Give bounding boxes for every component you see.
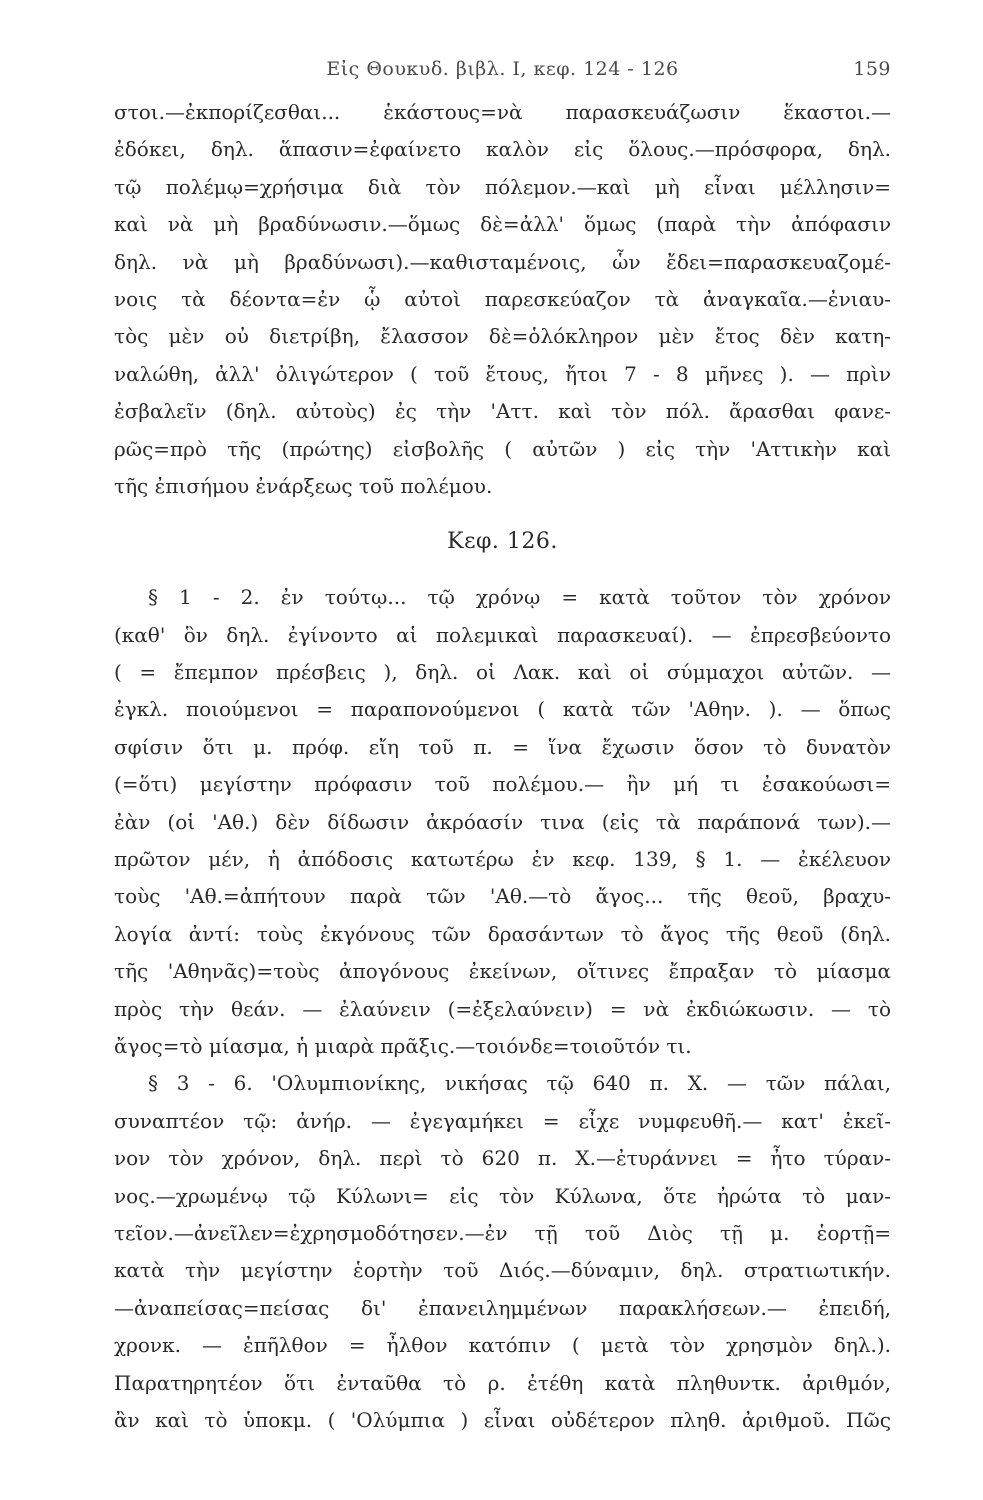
paragraph-continuation <box>114 94 891 505</box>
text-line: κατὰ τὴν μεγίστην ἑορτὴν τοῦ Διός.—δύναμιν, δηλ. στρατιωτικήν. <box>114 1258 891 1283</box>
text-line: § 1 - 2. ἐν τούτῳ... τῷ χρόνῳ = κατὰ τοῦτον τὸν χρόνον <box>148 585 891 610</box>
paragraph-section-3-6 <box>114 1065 891 1439</box>
paragraph-section-1-2 <box>114 579 891 1065</box>
text-line: πρῶτον μέν, ἡ ἀπόδοσις κατωτέρω ἐν κεφ. 139, § 1. — ἐκέλευον <box>114 847 891 872</box>
commentary-text <box>114 94 891 1439</box>
text-line: τεῖον.—ἀνεῖλεν=ἐχρησμοδότησεν.—ἐν τῇ τοῦ Διὸς τῇ μ. ἑορτῇ= <box>114 1220 891 1245</box>
text-line: ἂν καὶ τὸ ὑποκμ. ( 'Ολύμπια ) εἶναι οὐδέτερον πληθ. ἀριθμοῦ. Πῶς <box>114 1407 891 1432</box>
text-line: ἐὰν (οἱ 'Αθ.) δὲν δίδωσιν ἀκρόασίν τινα (εἰς τὰ παράπονά των).— <box>114 809 891 834</box>
text-line: ἐσβαλεῖν (δηλ. αὐτοὺς) ἐς τὴν 'Αττ. καὶ τὸν πόλ. ἄρασθαι φανε- <box>114 399 891 424</box>
text-line: νοις τὰ δέοντα=ἐν ᾧ αὐτοὶ παρεσκεύαζον τὰ ἀναγκαῖα.—ἐνιαυ- <box>114 286 891 311</box>
page-number: 159 <box>853 58 891 80</box>
text-line: § 3 - 6. 'Ολυμπιονίκης, νικήσας τῷ 640 π. Χ. — τῶν πάλαι, <box>148 1071 891 1096</box>
text-line: λογία ἀντί: τοὺς ἐκγόνους τῶν δρασάντων τὸ ἄγος τῆς θεοῦ (δηλ. <box>114 921 891 946</box>
text-line: ( = ἔπεμπον πρέσβεις ), δηλ. οἱ Λακ. καὶ οἱ σύμμαχοι αὐτῶν. — <box>114 660 891 685</box>
text-line: —ἀναπείσας=πείσας δι' ἐπανειλημμένων παρακλήσεων.— ἐπειδή, <box>114 1295 891 1320</box>
running-title: Εἰς Θουκυδ. βιβλ. Ι, κεφ. 124 - 126 <box>326 58 679 80</box>
text-line: ρῶς=πρὸ τῆς (πρώτης) εἰσβολῆς ( αὐτῶν ) εἰς τὴν 'Αττικὴν καὶ <box>114 436 891 461</box>
text-line: (=ὅτι) μεγίστην πρόφασιν τοῦ πολέμου.— ἢν μή τι ἐσακούωσι= <box>114 772 891 797</box>
text-line: σφίσιν ὅτι μ. πρόφ. εἴη τοῦ π. = ἵνα ἔχωσιν ὅσον τὸ δυνατὸν <box>114 734 891 759</box>
text-line: χρονκ. — ἐπῆλθον = ἦλθον κατόπιν ( μετὰ τὸν χρησμὸν δηλ.). <box>114 1333 891 1358</box>
running-head <box>114 52 891 86</box>
text-line: τῆς ἐπισήμου ἐνάρξεως τοῦ πολέμου. <box>114 473 493 498</box>
chapter-heading: Κεφ. 126. <box>447 529 558 555</box>
text-line: νος.—χρωμένῳ τῷ Κύλωνι= εἰς τὸν Κύλωνα, ὅτε ἠρώτα τὸ μαν- <box>114 1183 891 1208</box>
text-line: Παρατηρητέον ὅτι ἐνταῦθα τὸ ρ. ἐτέθη κατὰ πληθυντκ. ἀριθμόν, <box>114 1370 891 1395</box>
text-line: καὶ νὰ μὴ βραδύνωσιν.—ὅμως δὲ=ἀλλ' ὅμως (παρὰ τὴν ἀπόφασιν <box>114 212 891 237</box>
text-line: στοι.—ἐκπορίζεσθαι... ἑκάστους=νὰ παρασκευάζωσιν ἕκαστοι.— <box>114 100 891 124</box>
text-line: τῷ πολέμῳ=χρήσιμα διὰ τὸν πόλεμον.—καὶ μὴ εἶναι μέλλησιν= <box>114 174 891 199</box>
text-line: νον τὸν χρόνον, δηλ. περὶ τὸ 620 π. Χ.—ἐτυράννει = ἦτο τύραν- <box>114 1146 891 1171</box>
text-line: (καθ' ὃν δηλ. ἐγίνοντο αἱ πολεμικαὶ παρασκευαί). — ἐπρεσβεύοντο <box>114 622 891 647</box>
text-line: τὸς μὲν οὐ διετρίβη, ἔλασσον δὲ=ὁλόκληρον μὲν ἔτος δὲν κατη- <box>114 324 891 349</box>
text-line: ἐγκλ. ποιούμενοι = παραπονούμενοι ( κατὰ τῶν 'Αθην. ). — ὅπως <box>114 697 891 722</box>
text-line: ἐδόκει, δηλ. ἅπασιν=ἐφαίνετο καλὸν εἰς ὅλους.—πρόσφορα, δηλ. <box>114 137 891 162</box>
text-line: πρὸς τὴν θεάν. — ἐλαύνειν (=ἐξελαύνειν) = νὰ ἐκδιώκωσιν. — τὸ <box>114 996 891 1021</box>
text-line: τῆς 'Αθηνᾶς)=τοὺς ἀπογόνους ἐκείνων, οἵτινες ἔπραξαν τὸ μίασμα <box>114 959 891 984</box>
text-line: τοὺς 'Αθ.=ἀπήτουν παρὰ τῶν 'Αθ.—τὸ ἄγος... τῆς θεοῦ, βραχυ- <box>114 884 891 909</box>
text-line: δηλ. νὰ μὴ βραδύνωσι).—καθισταμένοις, ὧν ἔδει=παρασκευαζομέ- <box>114 249 891 274</box>
text-line: ναλώθη, ἀλλ' ὀλιγώτερον ( τοῦ ἔτους, ἤτοι 7 - 8 μῆνες ). — πρὶν <box>114 361 891 386</box>
text-line: ἄγος=τὸ μίασμα, ἡ μιαρὰ πρᾶξις.—τοιόνδε=τοιοῦτόν τι. <box>114 1033 692 1058</box>
text-line: συναπτέον τῷ: ἀνήρ. — ἐγεγαμήκει = εἶχε νυμφευθῆ.— κατ' ἐκεῖ- <box>114 1108 891 1133</box>
